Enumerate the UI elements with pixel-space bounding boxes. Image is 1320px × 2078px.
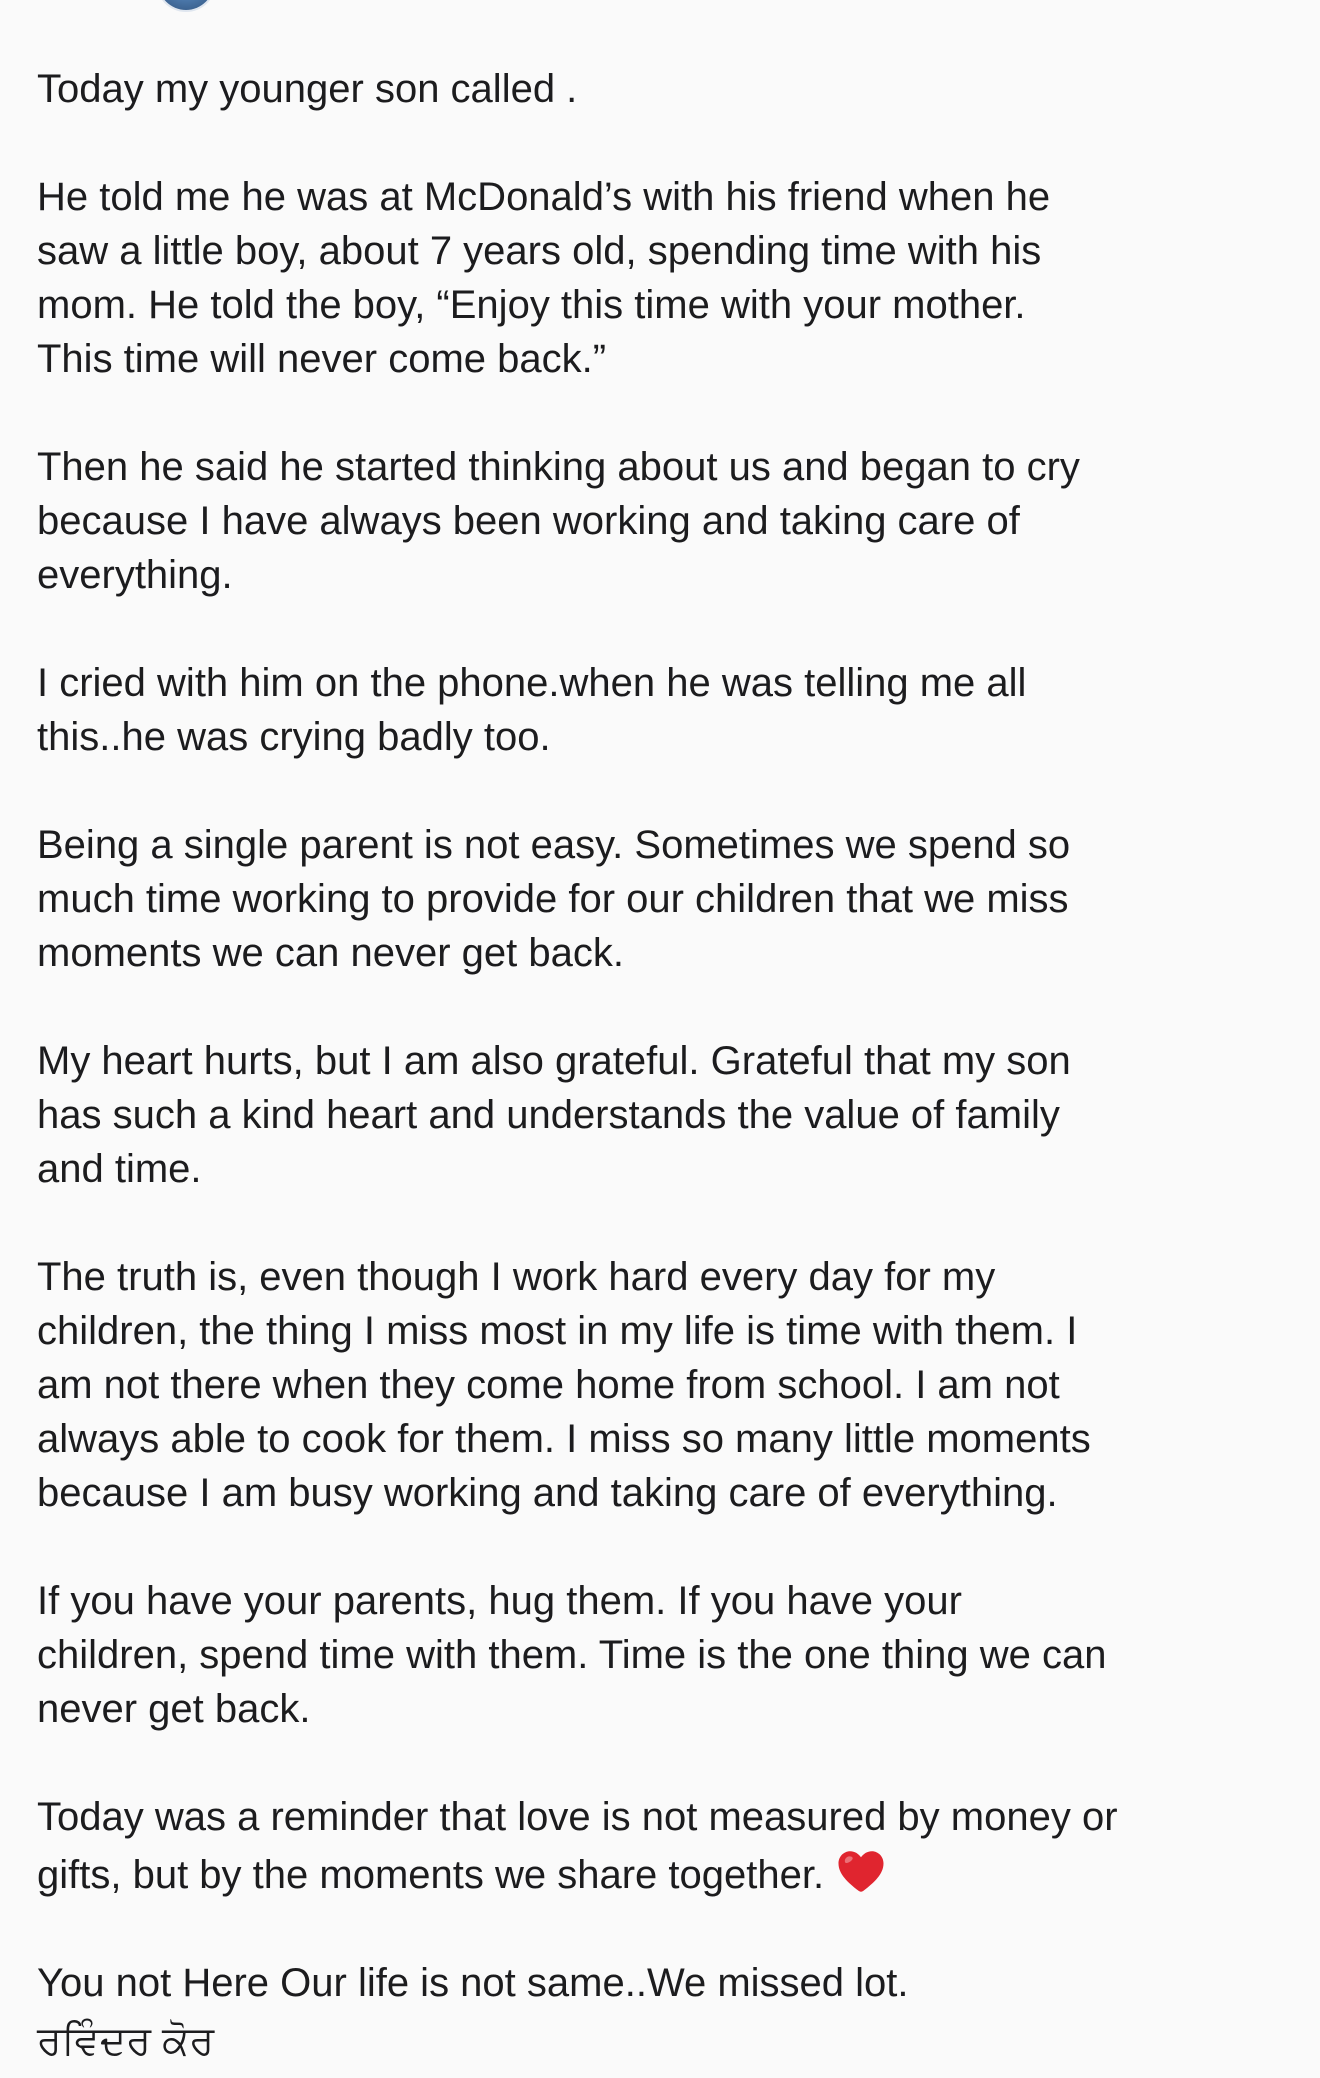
post-paragraph-7: The truth is, even though I work hard every day for my children, the thing I miss most in my life is time with them. I am not there when they come home from school. I am not always able to cook for them. I miss so many little moments because I am busy working and taking care of everything. <box>37 1255 1091 1515</box>
post-paragraph-1: Today my younger son called . <box>37 67 578 111</box>
post-paragraph-10: You not Here Our life is not same..We missed lot. <box>37 1961 909 2005</box>
post-body <box>37 62 1297 2066</box>
signature: ਰਵਿੰਦਰ ਕੋਰ <box>37 2019 215 2063</box>
post-paragraph-8: If you have your parents, hug them. If you have your children, spend time with them. Time is the one thing we can never get back. <box>37 1579 1107 1731</box>
post-paragraph-4: I cried with him on the phone.when he was telling me all this..he was crying badly too. <box>37 661 1027 759</box>
post-paragraph-9-text: Today was a reminder that love is not measured by money or gifts, but by the moments we share together. <box>37 1795 1118 1897</box>
post-paragraph-3: Then he said he started thinking about us and began to cry because I have always been working and taking care of everything. <box>37 445 1080 597</box>
post-paragraph-5: Being a single parent is not easy. Sometimes we spend so much time working to provide for our children that we miss moments we can never get back. <box>37 823 1071 975</box>
avatar[interactable] <box>158 0 214 10</box>
post-paragraph-9 <box>37 1790 1297 1902</box>
post-paragraph-2: He told me he was at McDonald’s with his friend when he saw a little boy, about 7 years old, spending time with his mom. He told the boy, “Enjoy this time with your mother. This time will never come back.” <box>37 175 1051 381</box>
red-heart-icon <box>834 1844 888 1898</box>
post-paragraph-6: My heart hurts, but I am also grateful. Grateful that my son has such a kind heart and understands the value of family and time. <box>37 1039 1071 1191</box>
